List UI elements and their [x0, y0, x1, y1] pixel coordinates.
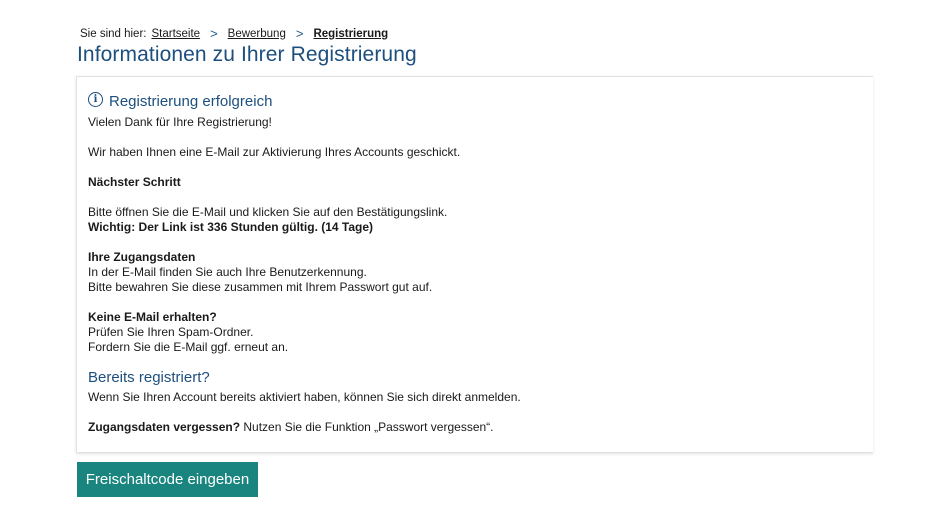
next-step-title: Nächster Schritt	[88, 175, 181, 189]
link-validity-text: Wichtig: Der Link ist 336 Stunden gültig. (14 Tage)	[88, 220, 374, 234]
forgot-credentials-hint: Nutzen Sie die Funktion „Passwort vergessen“.	[240, 420, 494, 434]
registration-info-card	[76, 76, 873, 453]
breadcrumb-link-bewerbung[interactable]: Bewerbung	[227, 27, 286, 40]
no-email-line1: Prüfen Sie Ihren Spam-Ordner.	[88, 325, 254, 339]
access-data-title: Ihre Zugangsdaten	[88, 250, 196, 264]
breadcrumb-link-startseite[interactable]: Startseite	[151, 27, 201, 40]
already-registered-text: Wenn Sie Ihren Account bereits aktiviert haben, können Sie sich direkt anmelden.	[88, 390, 521, 404]
card-content	[88, 91, 863, 435]
access-data-line1: In der E-Mail finden Sie auch Ihre Benutzerkennung.	[88, 265, 367, 279]
forgot-credentials-text	[88, 420, 863, 435]
success-heading-row	[88, 91, 863, 111]
next-step-text: Bitte öffnen Sie die E-Mail und klicken Sie auf den Bestätigungslink.	[88, 205, 448, 219]
chevron-right-icon: >	[210, 26, 218, 41]
access-data-line2: Bitte bewahren Sie diese zusammen mit Ihrem Passwort gut auf.	[88, 280, 433, 294]
info-icon: i	[88, 92, 103, 107]
success-heading: Registrierung erfolgreich	[109, 93, 273, 110]
breadcrumb-prefix: Sie sind hier:	[80, 27, 147, 40]
no-email-title: Keine E-Mail erhalten?	[88, 310, 217, 324]
breadcrumb	[80, 26, 388, 41]
no-email-line2: Fordern Sie die E-Mail ggf. erneut an.	[88, 340, 289, 354]
enter-activation-code-button[interactable]: Freischaltcode eingeben	[77, 462, 258, 497]
already-registered-heading: Bereits registriert?	[88, 369, 210, 386]
chevron-right-icon: >	[295, 26, 304, 41]
forgot-credentials-label: Zugangsdaten vergessen?	[88, 420, 241, 434]
breadcrumb-current-registrierung: Registrierung	[313, 27, 389, 40]
email-sent-text: Wir haben Ihnen eine E-Mail zur Aktivierung Ihres Accounts geschickt.	[88, 145, 461, 159]
thanks-text: Vielen Dank für Ihre Registrierung!	[88, 115, 272, 129]
page-title: Informationen zu Ihrer Registrierung	[77, 43, 417, 66]
